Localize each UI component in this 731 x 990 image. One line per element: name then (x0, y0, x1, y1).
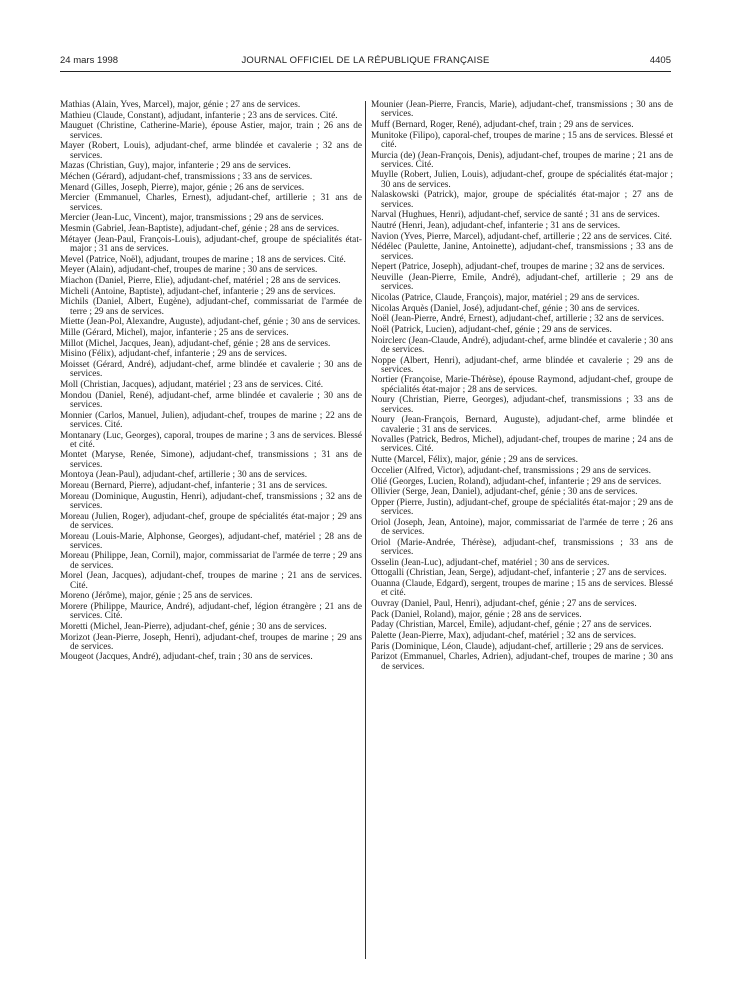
list-item: Moreau (Bernard, Pierre), adjudant-chef, infanterie ; 31 ans de services. (60, 481, 328, 492)
list-item: Montet (Maryse, Renée, Simone), adjudant-chef, transmissions ; 31 ans de services. (60, 450, 362, 470)
list-item: Morere (Philippe, Maurice, André), adjudant-chef, légion étrangère ; 21 ans de services. Cité. (60, 601, 362, 622)
list-item: Occelier (Alfred, Victor), adjudant-chef, transmissions ; 29 ans de services. (371, 465, 651, 476)
list-item: Parizot (Emmanuel, Charles, Adrien), adjudant-chef, troupes de marine ; 30 ans de services. (371, 652, 673, 672)
list-item: Oriol (Marie-Andrée, Thérèse), adjudant-chef, transmissions ; 33 ans de services. (371, 537, 673, 557)
list-item: Nicolas Arquès (Daniel, José), adjudant-chef, génie ; 30 ans de services. (371, 303, 640, 314)
list-item: Olié (Georges, Lucien, Roland), adjudant-chef, infanterie ; 29 ans de services. (371, 476, 662, 487)
list-item: Noury (Jean-François, Bernard, Auguste), adjudant-chef, arme blindée et cavalerie ; 31 ans de services. (371, 415, 673, 435)
list-item: Moreau (Dominique, Augustin, Henri), adjudant-chef, transmissions ; 32 ans de services. (60, 491, 362, 511)
list-item: Meyer (Alain), adjudant-chef, troupes de marine ; 30 ans de services. (60, 265, 318, 276)
list-item: Noël (Patrick, Lucien), adjudant-chef, génie ; 29 ans de services. (371, 324, 612, 335)
list-item: Micheli (Antoine, Baptiste), adjudant-chef, infanterie ; 29 ans de services. (60, 286, 336, 297)
list-item: Nautré (Henri, Jean), adjudant-chef, infanterie ; 31 ans de services. (371, 220, 621, 231)
list-item: Menard (Gilles, Joseph, Pierre), major, génie ; 26 ans de services. (60, 182, 305, 193)
list-item: Mougeot (Jacques, André), adjudant-chef, train ; 30 ans de services. (60, 652, 313, 663)
list-item: Mercier (Jean-Luc, Vincent), major, transmissions ; 29 ans de services. (60, 213, 324, 224)
list-item: Noury (Christian, Pierre, Georges), adjudant-chef, transmissions ; 33 ans de services. (371, 395, 673, 415)
list-item: Ouanna (Claude, Edgard), sergent, troupes de marine ; 15 ans de services. Blessé et cité. (371, 579, 673, 599)
list-item: Nepert (Patrice, Joseph), adjudant-chef, troupes de marine ; 32 ans de services. (371, 262, 665, 273)
list-item: Pack (Daniel, Roland), major, génie ; 28 ans de services. (371, 609, 582, 620)
list-item: Mazas (Christian, Guy), major, infanterie ; 29 ans de services. (60, 161, 291, 172)
list-item: Navion (Yves, Pierre, Marcel), adjudant-chef, artillerie ; 22 ans de services. Cité. (371, 231, 672, 242)
list-item: Opper (Pierre, Justin), adjudant-chef, groupe de spécialités état-major ; 29 ans de services. (371, 497, 673, 518)
list-item: Paday (Christian, Marcel, Emile), adjudant-chef, génie ; 27 ans de services. (371, 620, 652, 631)
list-item: Nortier (Françoise, Marie-Thérèse), épouse Raymond, adjudant-chef, groupe de spécialités état-major ; 28 ans de services. (371, 375, 673, 395)
header-title: JOURNAL OFFICIEL DE LA RÉPUBLIQUE FRANÇAISE (241, 55, 490, 66)
header-rule (60, 71, 671, 72)
list-item: Nédélec (Paulette, Janine, Antoinette), adjudant-chef, transmissions ; 33 ans de services. (371, 242, 673, 262)
list-item: Monnier (Carlos, Manuel, Julien), adjudant-chef, troupes de marine ; 22 ans de services. Cité. (60, 410, 362, 430)
list-item: Mauguet (Christine, Catherine-Marie), épouse Astier, major, train ; 26 ans de services. (60, 121, 362, 141)
list-item: Mathias (Alain, Yves, Marcel), major, génie ; 27 ans de services. (60, 100, 301, 110)
right-column (371, 101, 673, 673)
list-item: Ollivier (Serge, Jean, Daniel), adjudant-chef, génie ; 30 ans de services. (371, 487, 638, 498)
page-header (60, 55, 671, 71)
list-item: Oriol (Joseph, Jean, Antoine), major, commissariat de l'armée de terre ; 26 ans de services. (371, 517, 673, 538)
list-item: Paris (Dominique, Léon, Claude), adjudant-chef, artillerie ; 29 ans de services. (371, 641, 664, 652)
list-item: Osselin (Jean-Luc), adjudant-chef, matériel ; 30 ans de services. (371, 557, 610, 568)
list-item: Noirclerc (Jean-Claude, André), adjudant-chef, arme blindée et cavalerie ; 30 ans de services. (371, 335, 673, 355)
list-item: Mevel (Patrice, Noël), adjudant, troupes de marine ; 18 ans de services. Cité. (60, 254, 346, 265)
list-item: Moreau (Julien, Roger), adjudant-chef, groupe de spécialités état-major ; 29 ans de services. (60, 511, 362, 531)
list-item: Mayer (Robert, Louis), adjudant-chef, arme blindée et cavalerie ; 32 ans de services. (60, 141, 362, 161)
list-item: Millot (Michel, Jacques, Jean), adjudant-chef, génie ; 28 ans de services. (60, 338, 331, 349)
list-item: Miette (Jean-Pol, Alexandre, Auguste), adjudant-chef, génie ; 30 ans de services. (60, 317, 361, 328)
list-item: Mesmin (Gabriel, Jean-Baptiste), adjudant-chef, génie ; 28 ans de services. (60, 223, 340, 234)
list-item: Neuville (Jean-Pierre, Emile, André), adjudant-chef, artillerie ; 29 ans de services. (371, 272, 673, 293)
column-divider (365, 101, 366, 959)
list-item: Mounier (Jean-Pierre, Francis, Marie), adjudant-chef, transmissions ; 30 ans de services. (371, 100, 673, 120)
list-item: Mercier (Emmanuel, Charles, Ernest), adjudant-chef, artillerie ; 31 ans de services. (60, 193, 362, 213)
list-item: Mondou (Daniel, René), adjudant-chef, arme blindée et cavalerie ; 30 ans de services. (60, 390, 362, 410)
list-item: Misino (Félix), adjudant-chef, infanterie ; 29 ans de services. (60, 349, 287, 360)
header-page-number: 4405 (649, 55, 671, 66)
list-item: Nalaskowski (Patrick), major, groupe de spécialités état-major ; 27 ans de services. (371, 190, 673, 210)
list-item: Noël (Jean-Pierre, André, Ernest), adjudant-chef, artillerie ; 32 ans de services. (371, 314, 664, 325)
list-item: Moreau (Philippe, Jean, Cornil), major, commissariat de l'armée de terre ; 29 ans de services. (60, 551, 362, 571)
list-item: Montanary (Luc, Georges), caporal, troupes de marine ; 3 ans de services. Blessé et cité. (60, 430, 362, 450)
list-item: Michils (Daniel, Albert, Eugène), adjudant-chef, commissariat de l'armée de terre ; 29 ans de services. (60, 297, 362, 317)
list-item: Montoya (Jean-Paul), adjudant-chef, artillerie ; 30 ans de services. (60, 470, 308, 481)
left-column (60, 101, 362, 664)
list-item: Nicolas (Patrice, Claude, François), major, matériel ; 29 ans de services. (371, 292, 640, 303)
list-item: Moreno (Jérôme), major, génie ; 25 ans de services. (60, 591, 253, 602)
list-item: Ottogalli (Christian, Jean, Serge), adjudant-chef, infanterie ; 27 ans de services. (371, 568, 667, 579)
list-item: Novalles (Patrick, Bedros, Michel), adjudant-chef, troupes de marine ; 24 ans de services. Cité. (371, 435, 673, 455)
list-item: Moisset (Gérard, André), adjudant-chef, arme blindée et cavalerie ; 30 ans de services. (60, 360, 362, 380)
list-item: Palette (Jean-Pierre, Max), adjudant-chef, matériel ; 32 ans de services. (371, 631, 637, 642)
list-item: Munitoke (Filipo), caporal-chef, troupes de marine ; 15 ans de services. Blessé et cité. (371, 130, 673, 150)
list-item: Morel (Jean, Jacques), adjudant-chef, troupes de marine ; 21 ans de services. Cité. (60, 571, 362, 591)
list-item: Métayer (Jean-Paul, François-Louis), adjudant-chef, groupe de spécialités état-major ; 31 ans de services. (60, 234, 362, 254)
list-item: Murcia (de) (Jean-François, Denis), adjudant-chef, troupes de marine ; 21 ans de services. Cité. (371, 150, 673, 170)
list-item: Mathieu (Claude, Constant), adjudant, infanterie ; 23 ans de services. Cité. (60, 110, 338, 121)
list-item: Moreau (Louis-Marie, Alphonse, Georges), adjudant-chef, matériel ; 28 ans de services. (60, 531, 362, 551)
list-item: Muylle (Robert, Julien, Louis), adjudant-chef, groupe de spécialités état-major ; 30 ans de services. (371, 170, 673, 190)
list-item: Méchen (Gérard), adjudant-chef, transmissions ; 33 ans de services. (60, 171, 313, 182)
header-date: 24 mars 1998 (60, 55, 119, 66)
list-item: Moretti (Michel, Jean-Pierre), adjudant-chef, génie ; 30 ans de services. (60, 621, 327, 632)
list-item: Morizot (Jean-Pierre, Joseph, Henri), adjudant-chef, troupes de marine ; 29 ans de services. (60, 632, 362, 652)
list-item: Narval (Hughues, Henri), adjudant-chef, service de santé ; 31 ans de services. (371, 210, 660, 221)
list-item: Mille (Gérard, Michel), major, infanterie ; 25 ans de services. (60, 327, 289, 338)
list-item: Nutte (Marcel, Félix), major, génie ; 29 ans de services. (371, 455, 578, 466)
list-item: Noppe (Albert, Henri), adjudant-chef, arme blindée et cavalerie ; 29 ans de services. (371, 355, 673, 375)
list-item: Miachon (Daniel, Pierre, Elie), adjudant-chef, matériel ; 28 ans de services. (60, 275, 341, 286)
list-item: Moll (Christian, Jacques), adjudant, matériel ; 23 ans de services. Cité. (60, 379, 324, 390)
list-item: Ouvray (Daniel, Paul, Henri), adjudant-chef, génie ; 27 ans de services. (371, 598, 637, 609)
list-item: Muff (Bernard, Roger, René), adjudant-chef, train ; 29 ans de services. (371, 119, 634, 130)
